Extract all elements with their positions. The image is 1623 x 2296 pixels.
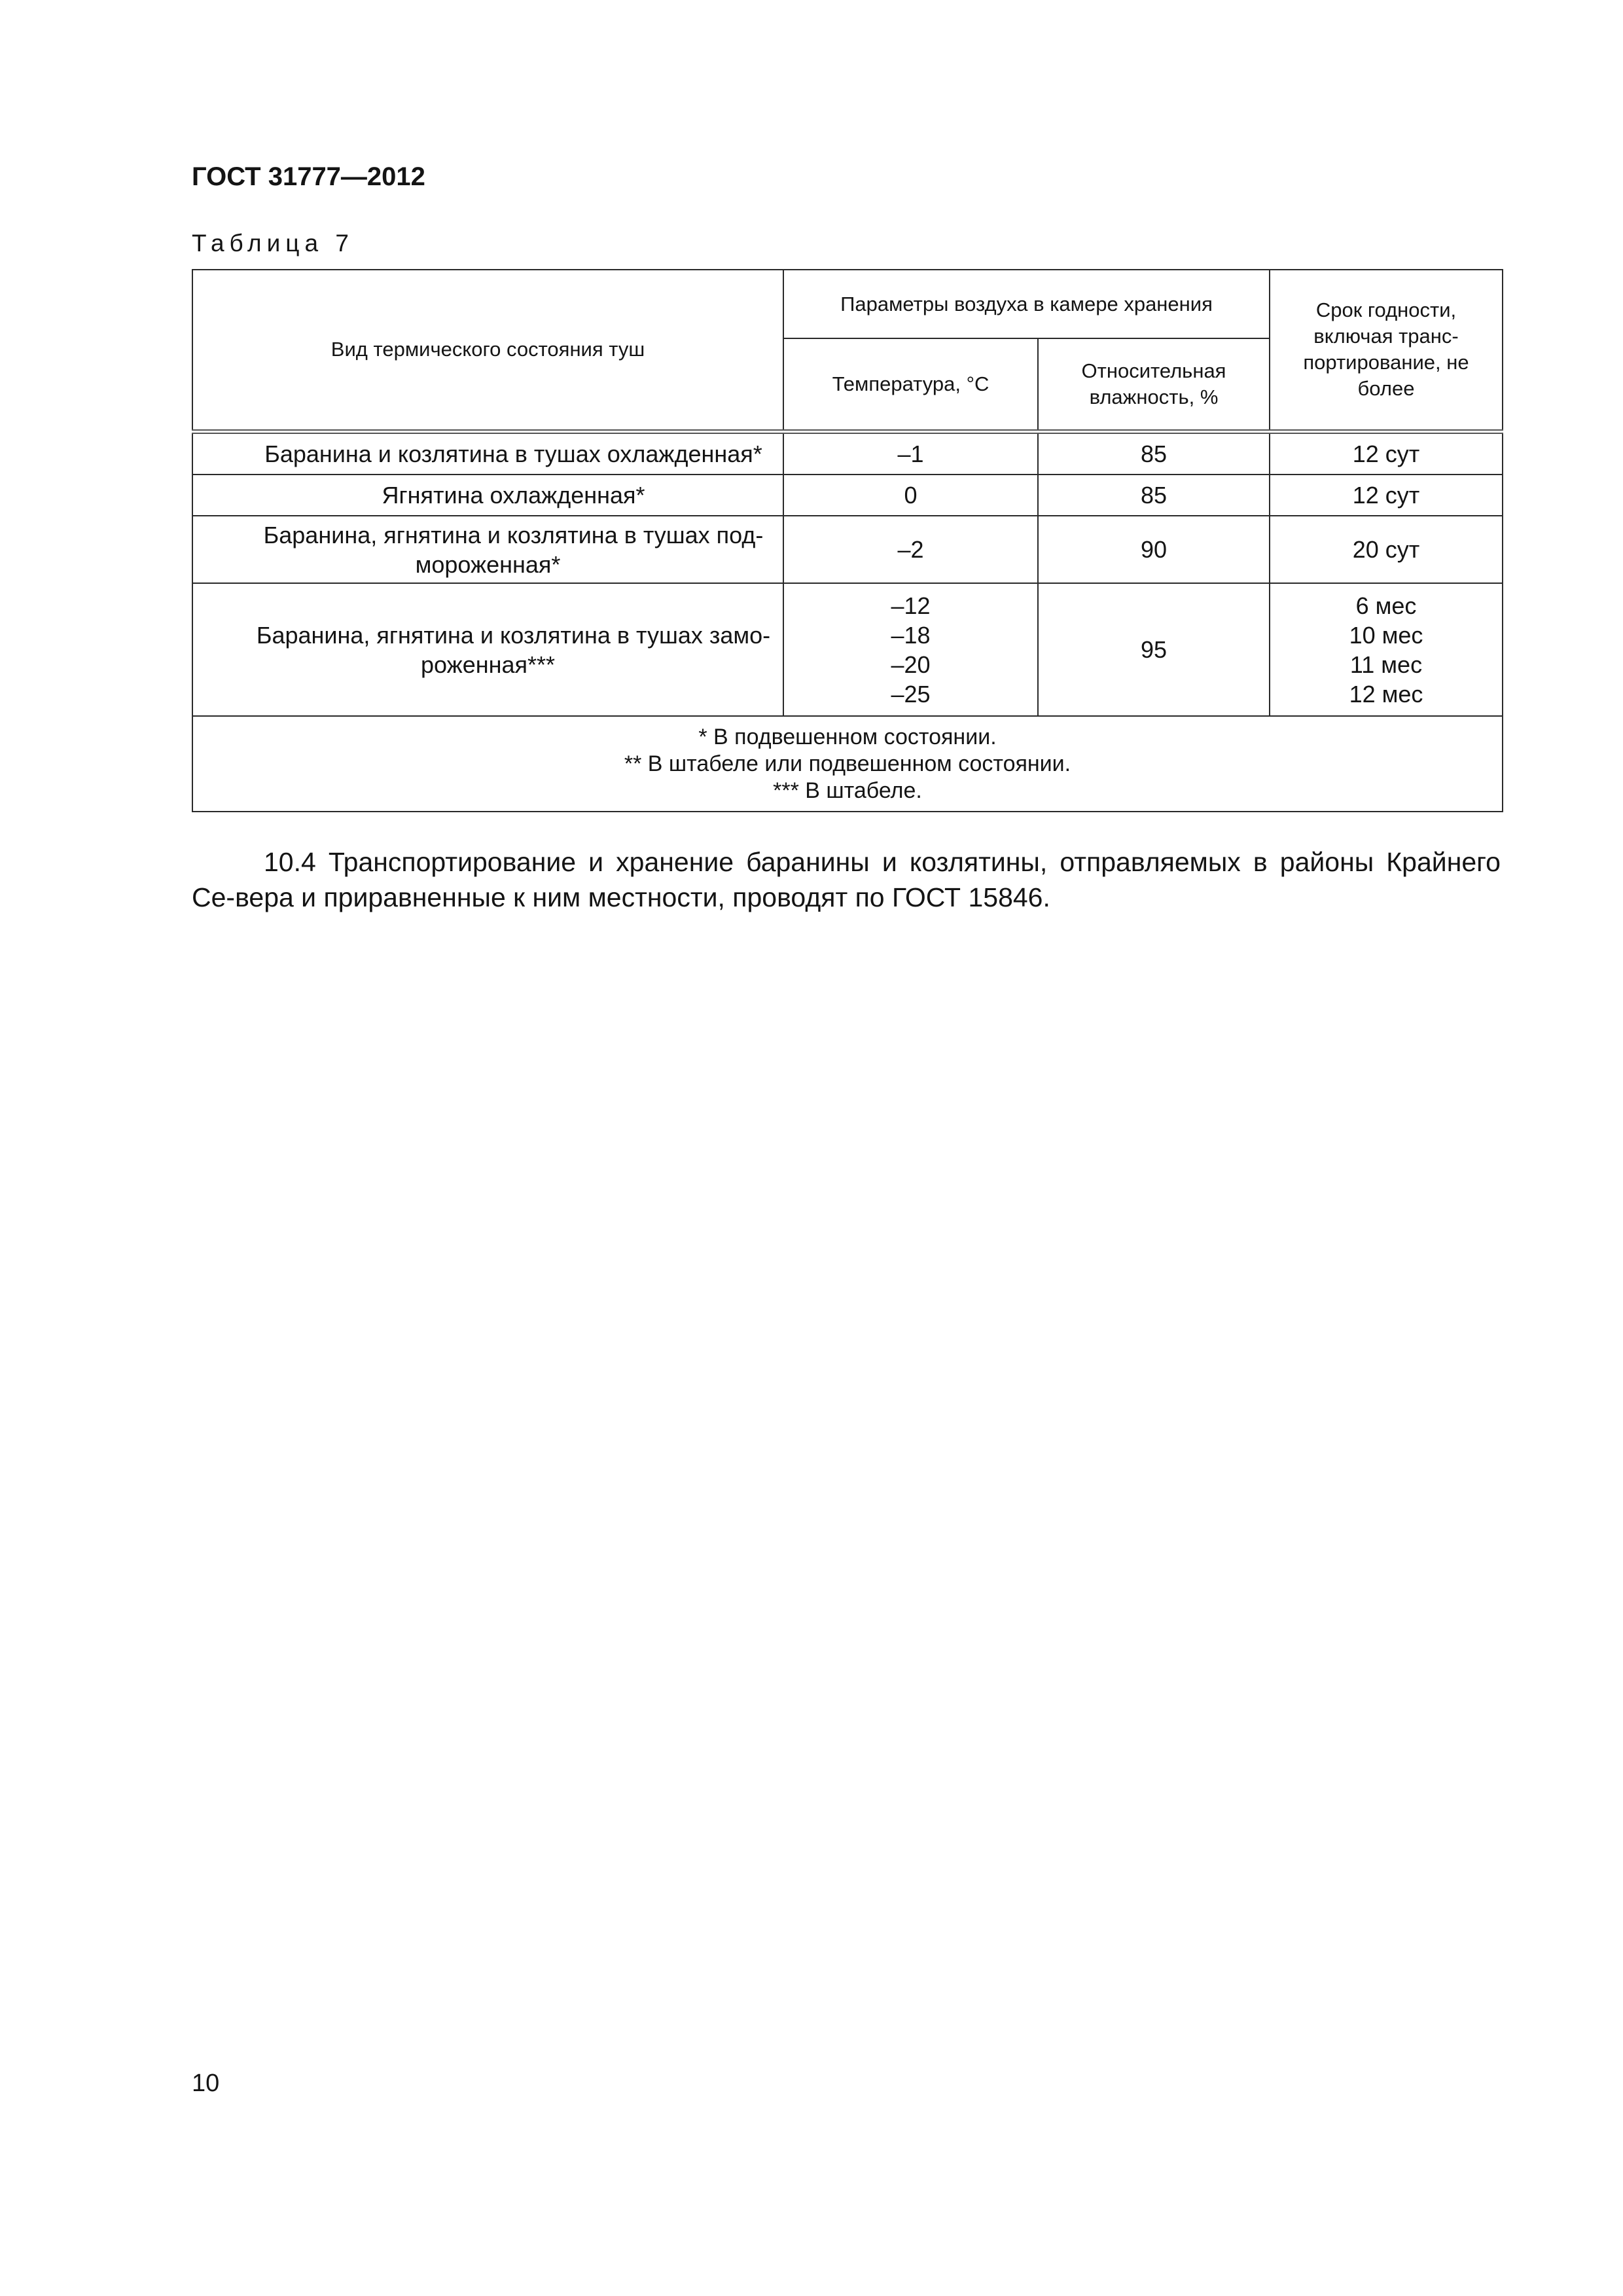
header-carcass-type: Вид термического состояния туш [192, 270, 783, 431]
table-row [192, 583, 1503, 716]
row-humidity: 85 [1038, 475, 1270, 516]
header-air-parameters: Параметры воздуха в камере хранения [783, 270, 1270, 338]
row-name: Ягнятина охлажденная* [192, 475, 783, 516]
row-temperature: 0 [783, 475, 1038, 516]
temperature-value: –18 [891, 621, 931, 649]
row-temperatures [783, 583, 1038, 716]
table-header-row [192, 270, 1503, 338]
row-shelf-lives [1270, 583, 1503, 716]
table-row [192, 475, 1503, 516]
row-humidity: 90 [1038, 516, 1270, 583]
header-shelf-life: Срок годности, включая транс-портирование, не более [1270, 270, 1503, 431]
section-10-4-text: 10.4 Транспортирование и хранение баранины и козлятины, отправляемых в районы Крайнего Се-вера и приравненные к ним местности, проводят по ГОСТ 15846. [192, 847, 1501, 912]
row-name: Баранина, ягнятина и козлятина в тушах замо-роженная*** [192, 583, 783, 716]
row-humidity: 85 [1038, 431, 1270, 475]
row-humidity: 95 [1038, 583, 1270, 716]
temperature-value: –12 [891, 592, 931, 619]
page-number: 10 [192, 2070, 220, 2097]
footnote: * В подвешенном состоянии. [698, 724, 997, 749]
row-shelf-life: 12 сут [1270, 475, 1503, 516]
table-footnotes [192, 716, 1503, 812]
row-shelf-life: 20 сут [1270, 516, 1503, 583]
header-humidity: Относительная влажность, % [1038, 338, 1270, 431]
footnote: *** В штабеле. [773, 778, 922, 803]
temperature-value: –25 [891, 680, 931, 708]
shelf-life-value: 10 мес [1349, 621, 1423, 649]
section-10-4 [192, 844, 1501, 915]
table-caption: Таблица 7 [192, 230, 354, 257]
storage-conditions-table [192, 269, 1503, 812]
shelf-life-value: 6 мес [1355, 592, 1417, 619]
footnote: ** В штабеле или подвешенном состоянии. [624, 751, 1071, 776]
temperature-value: –20 [891, 651, 931, 678]
row-temperature: –1 [783, 431, 1038, 475]
header-temperature: Температура, °С [783, 338, 1038, 431]
document-id: ГОСТ 31777—2012 [192, 162, 425, 191]
row-name: Баранина, ягнятина и козлятина в тушах под-мороженная* [192, 516, 783, 583]
shelf-life-value: 11 мес [1349, 651, 1423, 678]
table-footnotes-row [192, 716, 1503, 812]
table-row [192, 516, 1503, 583]
row-shelf-life: 12 сут [1270, 431, 1503, 475]
row-name: Баранина и козлятина в тушах охлажденная* [192, 431, 783, 475]
row-temperature: –2 [783, 516, 1038, 583]
table-row [192, 431, 1503, 475]
shelf-life-value: 12 мес [1349, 680, 1423, 708]
